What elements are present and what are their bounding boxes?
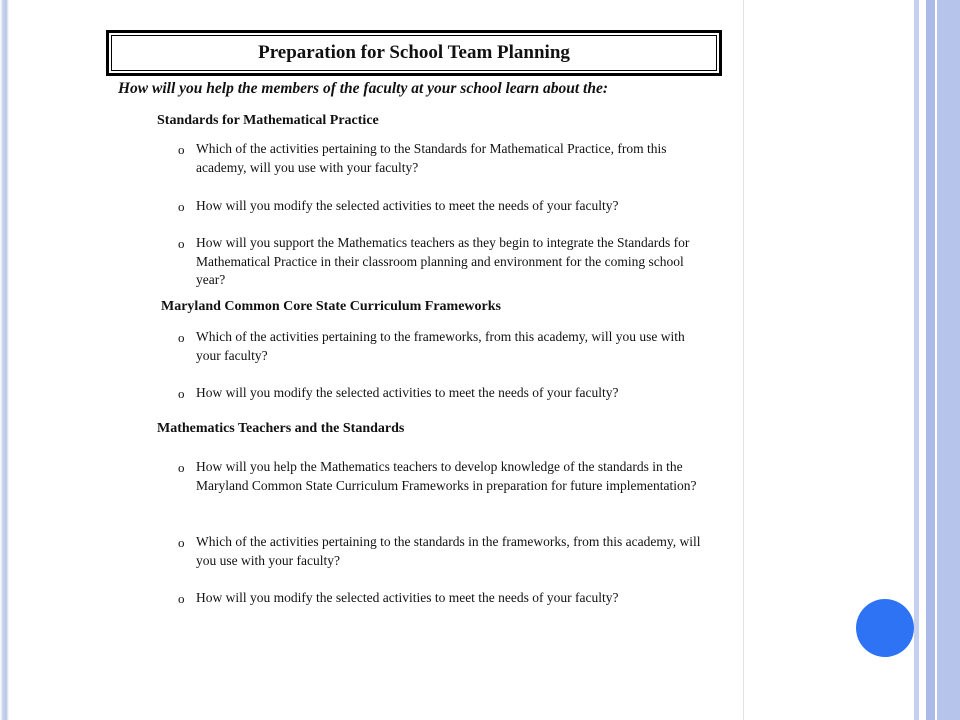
bullet-icon: o — [178, 591, 185, 606]
page-edge-divider — [743, 0, 744, 720]
bullet-icon: o — [178, 236, 185, 251]
list-item: Which of the activities pertaining to the standards in the frameworks, from this academy, will you use with your faculty? — [196, 534, 701, 568]
intro-question: How will you help the members of the faculty at your school learn about the: — [118, 80, 608, 97]
list-item: Which of the activities pertaining to the frameworks, from this academy, will you use with your faculty? — [196, 329, 685, 363]
title-box — [106, 30, 722, 76]
bullet-icon: o — [178, 386, 185, 401]
list-item: Which of the activities pertaining to the Standards for Mathematical Practice, from this academy, will you use with your faculty? — [196, 141, 667, 175]
frame-stripe — [914, 0, 919, 720]
list-item: How will you modify the selected activities to meet the needs of your faculty? — [196, 590, 619, 605]
list-item: How will you support the Mathematics teachers as they begin to integrate the Standards for Mathematical Practice in their classroom planning and environment for the coming school year? — [196, 235, 690, 287]
section-heading-teachers-standards: Mathematics Teachers and the Standards — [157, 421, 405, 436]
list-item: How will you modify the selected activities to meet the needs of your faculty? — [196, 385, 619, 400]
section-heading-frameworks: Maryland Common Core State Curriculum Frameworks — [161, 299, 501, 314]
frame-stripe — [937, 0, 960, 720]
decorative-blue-circle — [856, 599, 914, 657]
list-item: How will you modify the selected activities to meet the needs of your faculty? — [196, 198, 619, 213]
frame-stripe — [926, 0, 935, 720]
section-heading-standards-practice: Standards for Mathematical Practice — [157, 113, 379, 128]
bullet-icon: o — [178, 330, 185, 345]
document-title: Preparation for School Team Planning — [111, 35, 717, 71]
slide-left-edge — [0, 0, 9, 720]
bullet-icon: o — [178, 535, 185, 550]
bullet-icon: o — [178, 142, 185, 157]
bullet-icon: o — [178, 199, 185, 214]
list-item: How will you help the Mathematics teachers to develop knowledge of the standards in the Maryland Common State Curriculum Frameworks in preparation for future implementation? — [196, 459, 697, 493]
bullet-icon: o — [178, 460, 185, 475]
slide-right-frame — [914, 0, 960, 720]
